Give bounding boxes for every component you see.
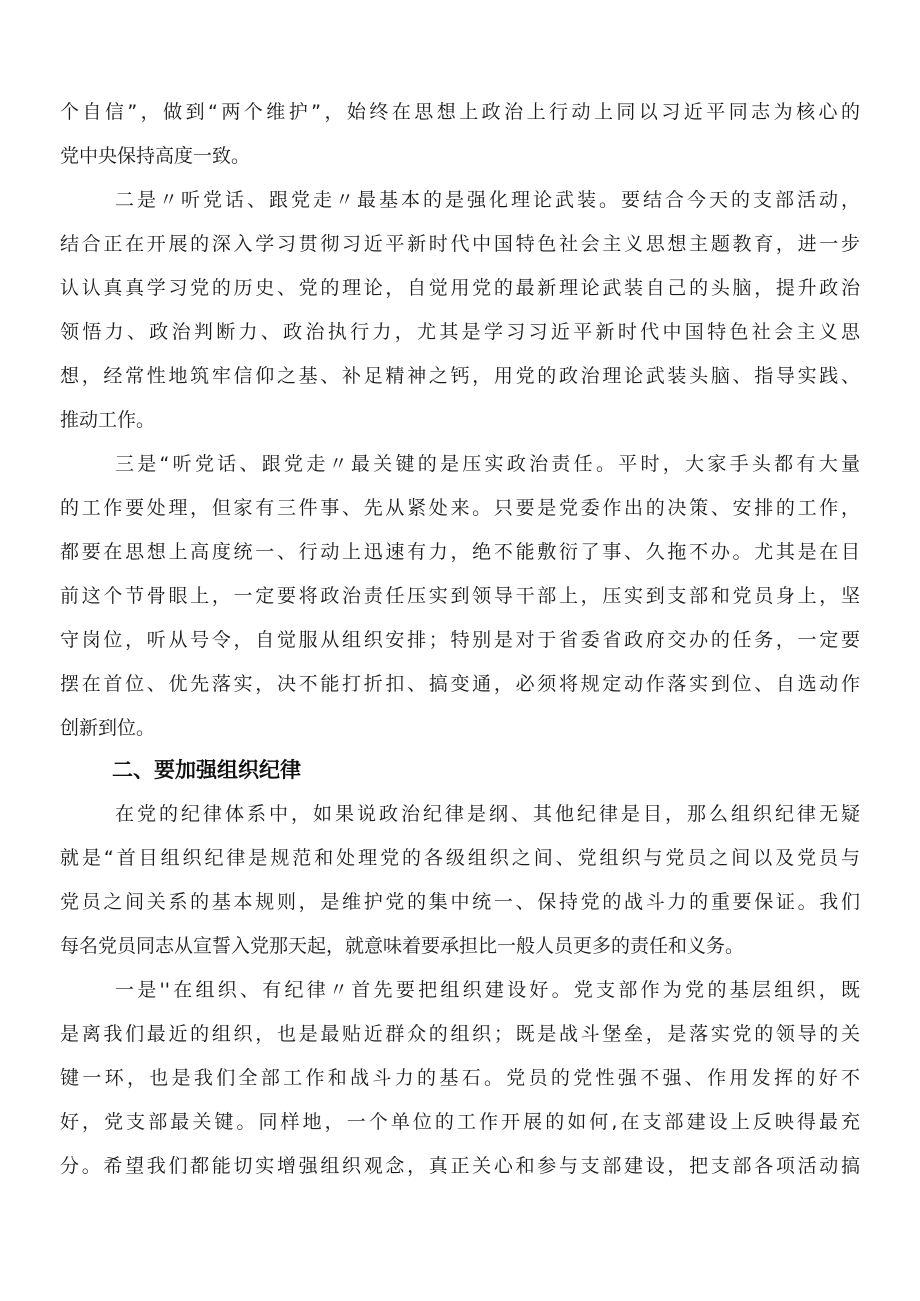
text-line: 是离我们最近的组织，也是最贴近群众的组织；既是战斗堡垒，是落实党的领导的关 [60, 1023, 860, 1045]
text-line: 领悟力、政治判断力、政治执行力，尤其是学习习近平新时代中国特色社会主义思 [60, 321, 860, 343]
text-line: 的工作要处理，但家有三件事、先从紧处来。只要是党委作出的决策、安排的工作， [60, 497, 860, 519]
text-line: 想，经常性地筑牢信仰之基、补足精神之钙，用党的政治理论武装头脑、指导实践、 [60, 365, 860, 387]
text-line: 前这个节骨眼上，一定要将政治责任压实到领导干部上，压实到支部和党员身上，坚 [60, 585, 860, 607]
text-line: 守岗位，听从号令，自觉服从组织安排；特别是对于省委省政府交办的任务，一定要 [60, 629, 860, 651]
text-line: 个自信”，做到“两个维护”，始终在思想上政治上行动上同以习近平同志为核心的 [60, 101, 860, 123]
text-line: 三是“听党话、跟党走〃最关键的是压实政治责任。平时，大家手头都有大量 [115, 453, 860, 475]
text-line: 推动工作。 [60, 409, 156, 431]
text-line: 创新到位。 [60, 717, 156, 739]
text-line: 都要在思想上高度统一、行动上迅速有力，绝不能敷衍了事、久拖不办。尤其是在目 [60, 541, 860, 563]
text-line: 键一环，也是我们全部工作和战斗力的基石。党员的党性强不强、作用发挥的好不 [60, 1067, 860, 1089]
text-line: 分。希望我们都能切实增强组织观念，真正关心和参与支部建设，把支部各项活动搞 [60, 1155, 860, 1177]
text-line: 认认真真学习党的历史、党的理论，自觉用党的最新理论武装自己的头脑，提升政治 [60, 277, 860, 299]
text-line: 每名党员同志从宣誓入党那天起，就意味着要承担比一般人员更多的责任和义务。 [60, 935, 745, 957]
text-line: 好，党支部最关键。同样地，一个单位的工作开展的如何,在支部建设上反映得最充 [60, 1111, 860, 1133]
text-line: 就是“首目组织纪律是规范和处理党的各级组织之间、党组织与党员之间以及党员与 [60, 847, 860, 869]
text-line: 在党的纪律体系中，如果说政治纪律是纲、其他纪律是目，那么组织纪律无疑 [115, 803, 860, 825]
text-line: 结合正在开展的深入学习贯彻习近平新时代中国特色社会主义思想主题教育，进一步 [60, 233, 860, 255]
text-line: 一是''在组织、有纪律〃首先要把组织建设好。党支部作为党的基层组织，既 [115, 979, 860, 1001]
text-line: 二是〃听党话、跟党走〃最基本的是强化理论武装。要结合今天的支部活动， [115, 189, 860, 211]
text-line: 党中央保持高度一致。 [60, 145, 251, 167]
text-line: 摆在首位、优先落实，决不能打折扣、搞变通，必须将规定动作落实到位、自选动作 [60, 673, 860, 695]
text-line: 党员之间关系的基本规则，是维护党的集中统一、保持党的战斗力的重要保证。我们 [60, 891, 860, 913]
section-heading: 二、要加强组织纪律 [112, 758, 301, 782]
